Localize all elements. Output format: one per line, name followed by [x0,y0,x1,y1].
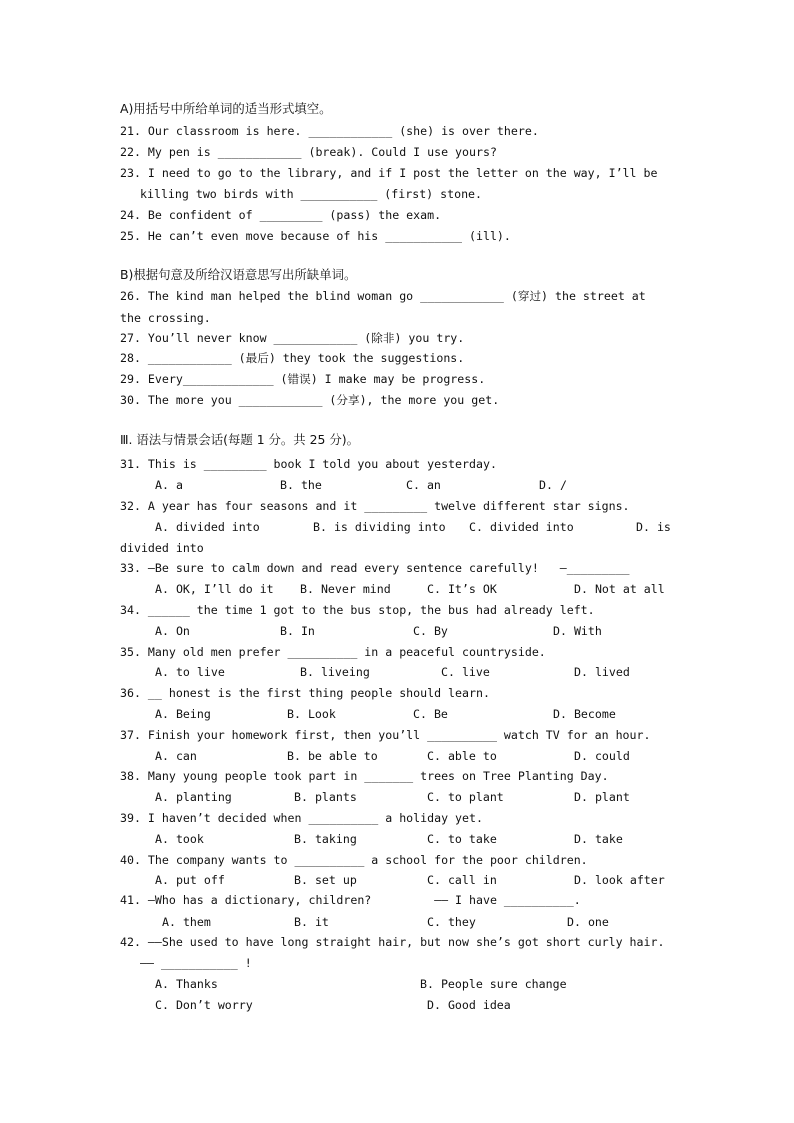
q35-option-d: D. lived [574,665,630,679]
question-21: 21. Our classroom is here. ____________ (she) is over there. [120,124,539,138]
q37-option-b: B. be able to [287,749,378,763]
question-41: 41. —Who has a dictionary, children? —— I have __________. [120,893,581,907]
q32-option-c: C. divided into [469,520,574,534]
question-30: 30. The more you ____________ (分享), the more you get. [120,393,500,407]
q33-option-d: D. Not at all [574,582,665,596]
q39-option-b: B. taking [294,832,357,846]
question-38: 38. Many young people took part in _______ trees on Tree Planting Day. [120,769,609,783]
q37-option-d: D. could [574,749,630,763]
q34-option-b: B. In [280,624,315,638]
q32-option-d-cont: divided into [120,541,204,555]
q42-option-a: A. Thanks [155,977,218,991]
q40-option-d: D. look after [574,873,665,887]
question-42-line2: —— ___________ ! [140,956,252,970]
question-28: 28. ____________ (最后) they took the suggestions. [120,351,465,365]
question-23-line2: killing two birds with ___________ (first) stone. [140,187,483,201]
question-42-line1: 42. ——She used to have long straight hair, but now she’s got short curly hair. [120,935,665,949]
q40-option-c: C. call in [427,873,497,887]
question-40: 40. The company wants to __________ a school for the poor children. [120,853,588,867]
q39-option-a: A. took [155,832,204,846]
q42-option-c: C. Don’t worry [155,998,253,1012]
q41-option-b: B. it [294,915,329,929]
q34-option-d: D. With [553,624,602,638]
question-36: 36. __ honest is the first thing people should learn. [120,686,490,700]
q40-option-a: A. put off [155,873,225,887]
q31-option-b: B. the [280,478,322,492]
q33-option-c: C. It’s OK [427,582,497,596]
question-29: 29. Every_____________ (错误) I make may be progress. [120,372,486,386]
question-34: 34. ______ the time 1 got to the bus stop, the bus had already left. [120,603,595,617]
section-b-heading: B)根据句意及所给汉语意思写出所缺单词。 [120,267,357,282]
q38-option-d: D. plant [574,790,630,804]
question-37: 37. Finish your homework first, then you’ll __________ watch TV for an hour. [120,728,651,742]
q38-option-c: C. to plant [427,790,504,804]
section-3-heading: Ⅲ. 语法与情景会话(每题 1 分。共 25 分)。 [120,432,359,447]
q39-option-d: D. take [574,832,623,846]
question-23-line1: 23. I need to go to the library, and if I post the letter on the way, I’ll be [120,166,658,180]
q32-option-b: B. is dividing into [313,520,446,534]
q34-option-c: C. By [413,624,448,638]
question-32: 32. A year has four seasons and it _________ twelve different star signs. [120,499,630,513]
q33-option-a: A. OK, I’ll do it [155,582,274,596]
q37-option-c: C. able to [427,749,497,763]
question-22: 22. My pen is ____________ (break). Could I use yours? [120,145,497,159]
question-39: 39. I haven’t decided when __________ a holiday yet. [120,811,483,825]
question-26-line2: the crossing. [120,311,211,325]
section-a-heading: A)用括号中所给单词的适当形式填空。 [120,101,332,116]
q32-option-d: D. is [636,520,671,534]
q40-option-b: B. set up [294,873,357,887]
q42-option-d: D. Good idea [427,998,511,1012]
q31-option-d: D. / [539,478,567,492]
question-27: 27. You’ll never know ____________ (除非) you try. [120,331,465,345]
question-26-line1: 26. The kind man helped the blind woman go ____________ (穿过) the street at [120,289,646,303]
q31-option-a: A. a [155,478,183,492]
q41-option-d: D. one [567,915,609,929]
q35-option-a: A. to live [155,665,225,679]
question-33: 33. —Be sure to calm down and read every sentence carefully! —_________ [120,561,630,575]
q36-option-b: B. Look [287,707,336,721]
question-31: 31. This is _________ book I told you about yesterday. [120,457,497,471]
q38-option-a: A. planting [155,790,232,804]
q42-option-b: B. People sure change [420,977,567,991]
q41-option-c: C. they [427,915,476,929]
question-25: 25. He can’t even move because of his ___________ (ill). [120,229,511,243]
question-24: 24. Be confident of _________ (pass) the exam. [120,208,442,222]
q38-option-b: B. plants [294,790,357,804]
question-35: 35. Many old men prefer __________ in a peaceful countryside. [120,645,546,659]
q31-option-c: C. an [406,478,441,492]
q32-option-a: A. divided into [155,520,260,534]
q36-option-a: A. Being [155,707,211,721]
q33-option-b: B. Never mind [300,582,391,596]
q34-option-a: A. On [155,624,190,638]
q35-option-c: C. live [441,665,490,679]
q41-option-a: A. them [162,915,211,929]
q36-option-d: D. Become [553,707,616,721]
q35-option-b: B. liveing [300,665,370,679]
q39-option-c: C. to take [427,832,497,846]
q36-option-c: C. Be [413,707,448,721]
q37-option-a: A. can [155,749,197,763]
